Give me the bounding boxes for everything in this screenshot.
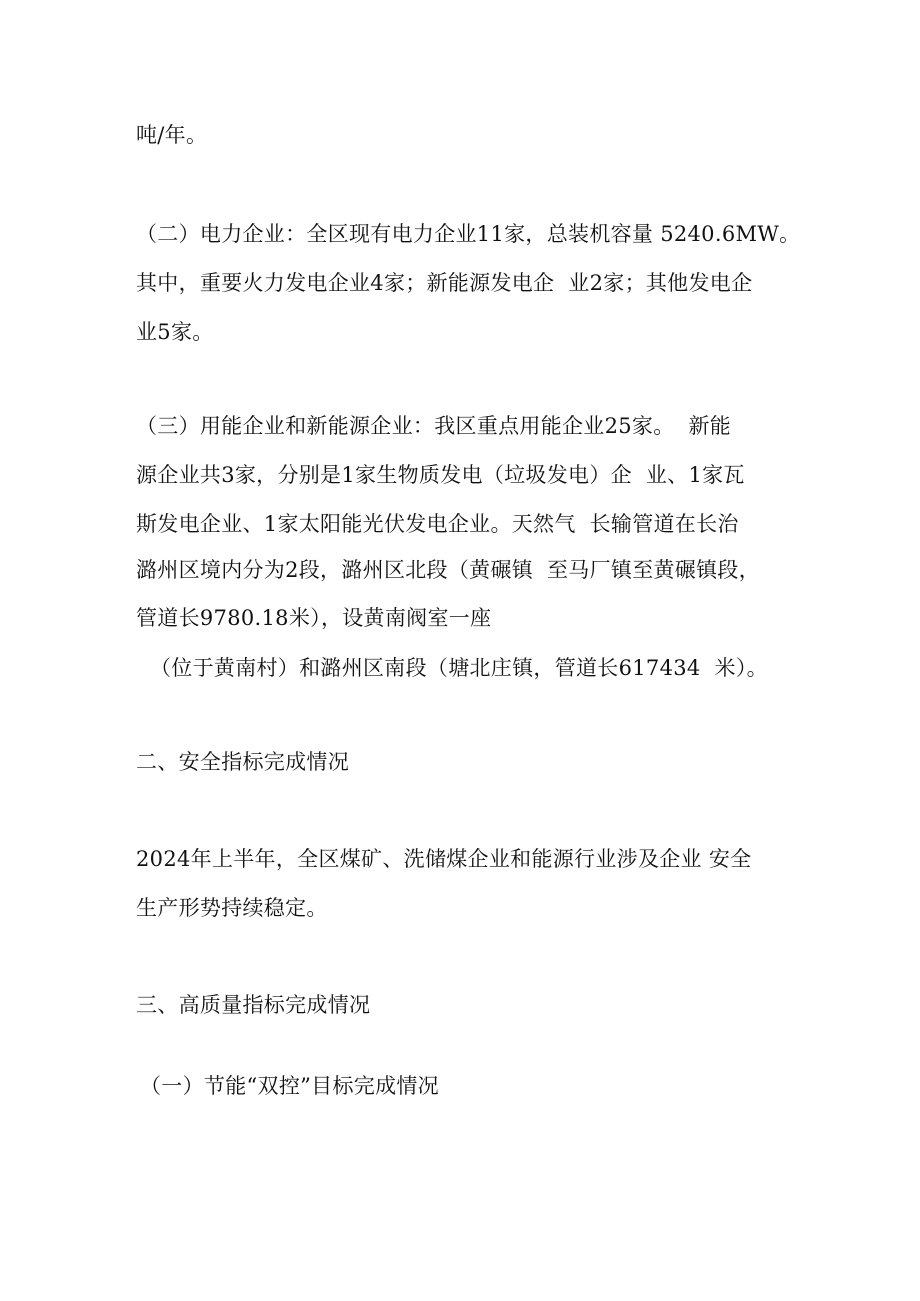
paragraph-continuation: 吨/年。 (136, 123, 208, 147)
paragraph-power-enterprises-line-2: 其中，重要火力发电企业4家；新能源发电企 业2家；其他发电企 (136, 271, 753, 295)
paragraph-energy-enterprises-line-4: 潞州区境内分为2段，潞州区北段（黄碾镇 至马厂镇至黄碾镇段， (136, 558, 761, 582)
paragraph-energy-enterprises-line-5: 管道长9780.18米），设黄南阀室一座 (136, 606, 492, 630)
section-heading-safety: 二、安全指标完成情况 (136, 750, 349, 774)
paragraph-energy-enterprises-line-1: （三）用能企业和新能源企业：我区重点用能企业25家。 新能 (136, 414, 732, 438)
paragraph-safety-line-2: 生产形势持续稳定。 (136, 896, 328, 920)
section-heading-quality: 三、高质量指标完成情况 (136, 993, 371, 1017)
subsection-heading-energy-saving: （一）节能“双控”目标完成情况 (140, 1074, 439, 1098)
paragraph-energy-enterprises-line-3: 斯发电企业、1家太阳能光伏发电企业。天然气 长输管道在长治 (136, 512, 739, 536)
paragraph-safety-line-1: 2024年上半年，全区煤矿、洗储煤企业和能源行业涉及企业 安全 (136, 847, 752, 871)
paragraph-energy-enterprises-line-6: （位于黄南村）和潞州区南段（塘北庄镇，管道长617434 米）。 (150, 656, 768, 680)
paragraph-energy-enterprises-line-2: 源企业共3家，分别是1家生物质发电（垃圾发电）企 业、1家瓦 (136, 463, 745, 487)
paragraph-power-enterprises-line-3: 业5家。 (136, 320, 214, 344)
paragraph-power-enterprises-line-1: （二）电力企业：全区现有电力企业11家，总装机容量 5240.6MW。 (136, 222, 801, 246)
